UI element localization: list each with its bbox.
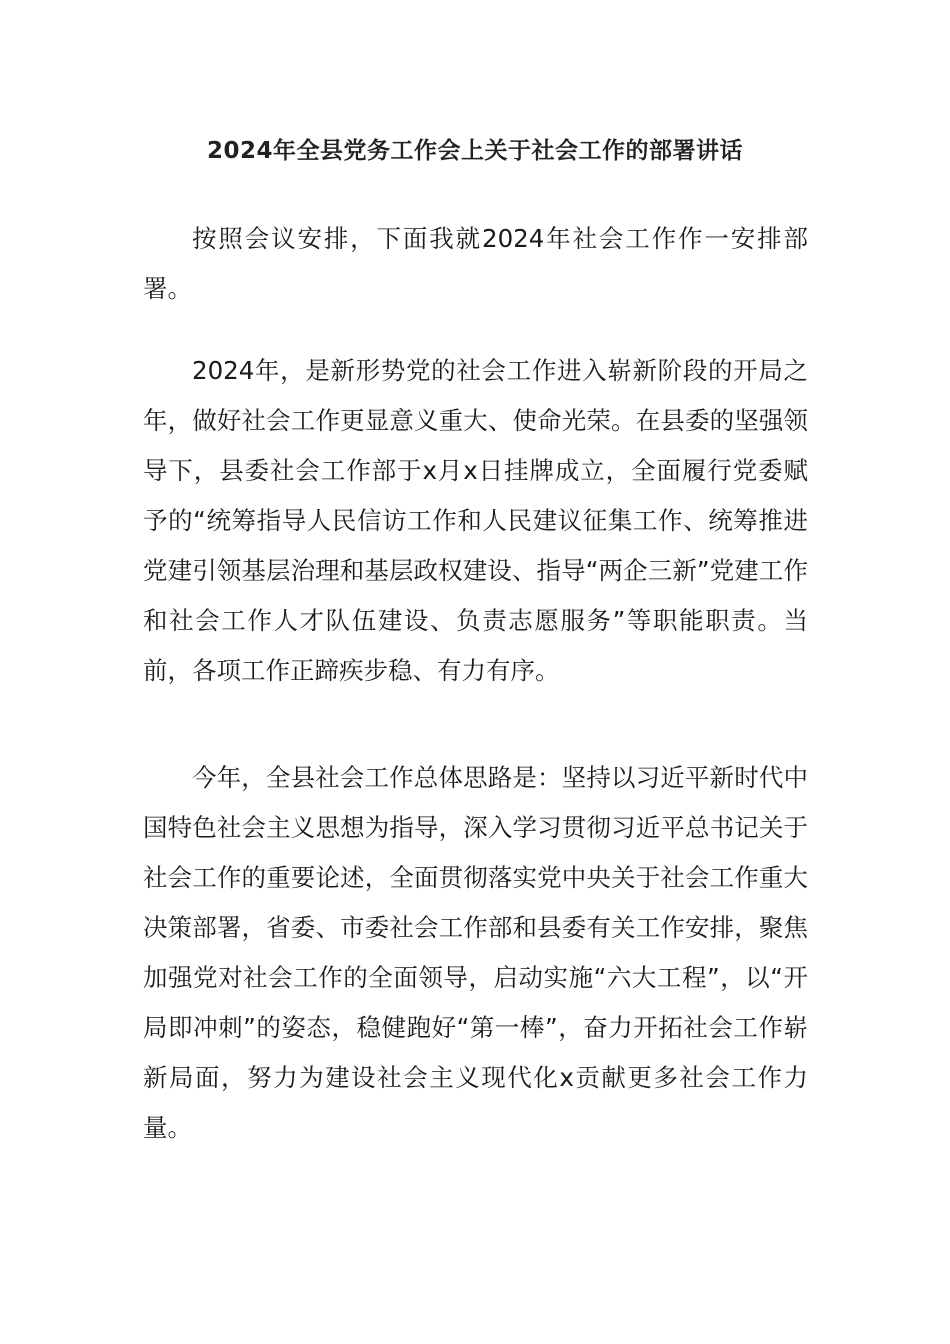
paragraph-1: 按照会议安排，下面我就2024年社会工作作一安排部署。: [143, 224, 808, 303]
paragraph-3: 今年，全县社会工作总体思路是：坚持以习近平新时代中国特色社会主义思想为指导，深入学习贯彻习近平总书记关于社会工作的重要论述，全面贯彻落实党中央关于社会工作重大决策部署，省委、市委社会工作部和县委有关工作安排，聚焦加强党对社会工作的全面领导，启动实施“六大工程”，以“开局即冲刺”的姿态，稳健跑好“第一棒”，奋力开拓社会工作崭新局面，努力为建设社会主义现代化x贡献更多社会工作力量。: [143, 763, 808, 1142]
document-title: 2024年全县党务工作会上关于社会工作的部署讲话: [206, 138, 743, 164]
paragraph-2: 2024年，是新形势党的社会工作进入崭新阶段的开局之年，做好社会工作更显意义重大、使命光荣。在县委的坚强领导下，县委社会工作部于x月x日挂牌成立，全面履行党委赋予的“统筹指导人民信访工作和人民建议征集工作、统筹推进党建引领基层治理和基层政权建设、指导“两企三新”党建工作和社会工作人才队伍建设、负责志愿服务”等职能职责。当前，各项工作正蹄疾步稳、有力有序。: [143, 356, 808, 685]
